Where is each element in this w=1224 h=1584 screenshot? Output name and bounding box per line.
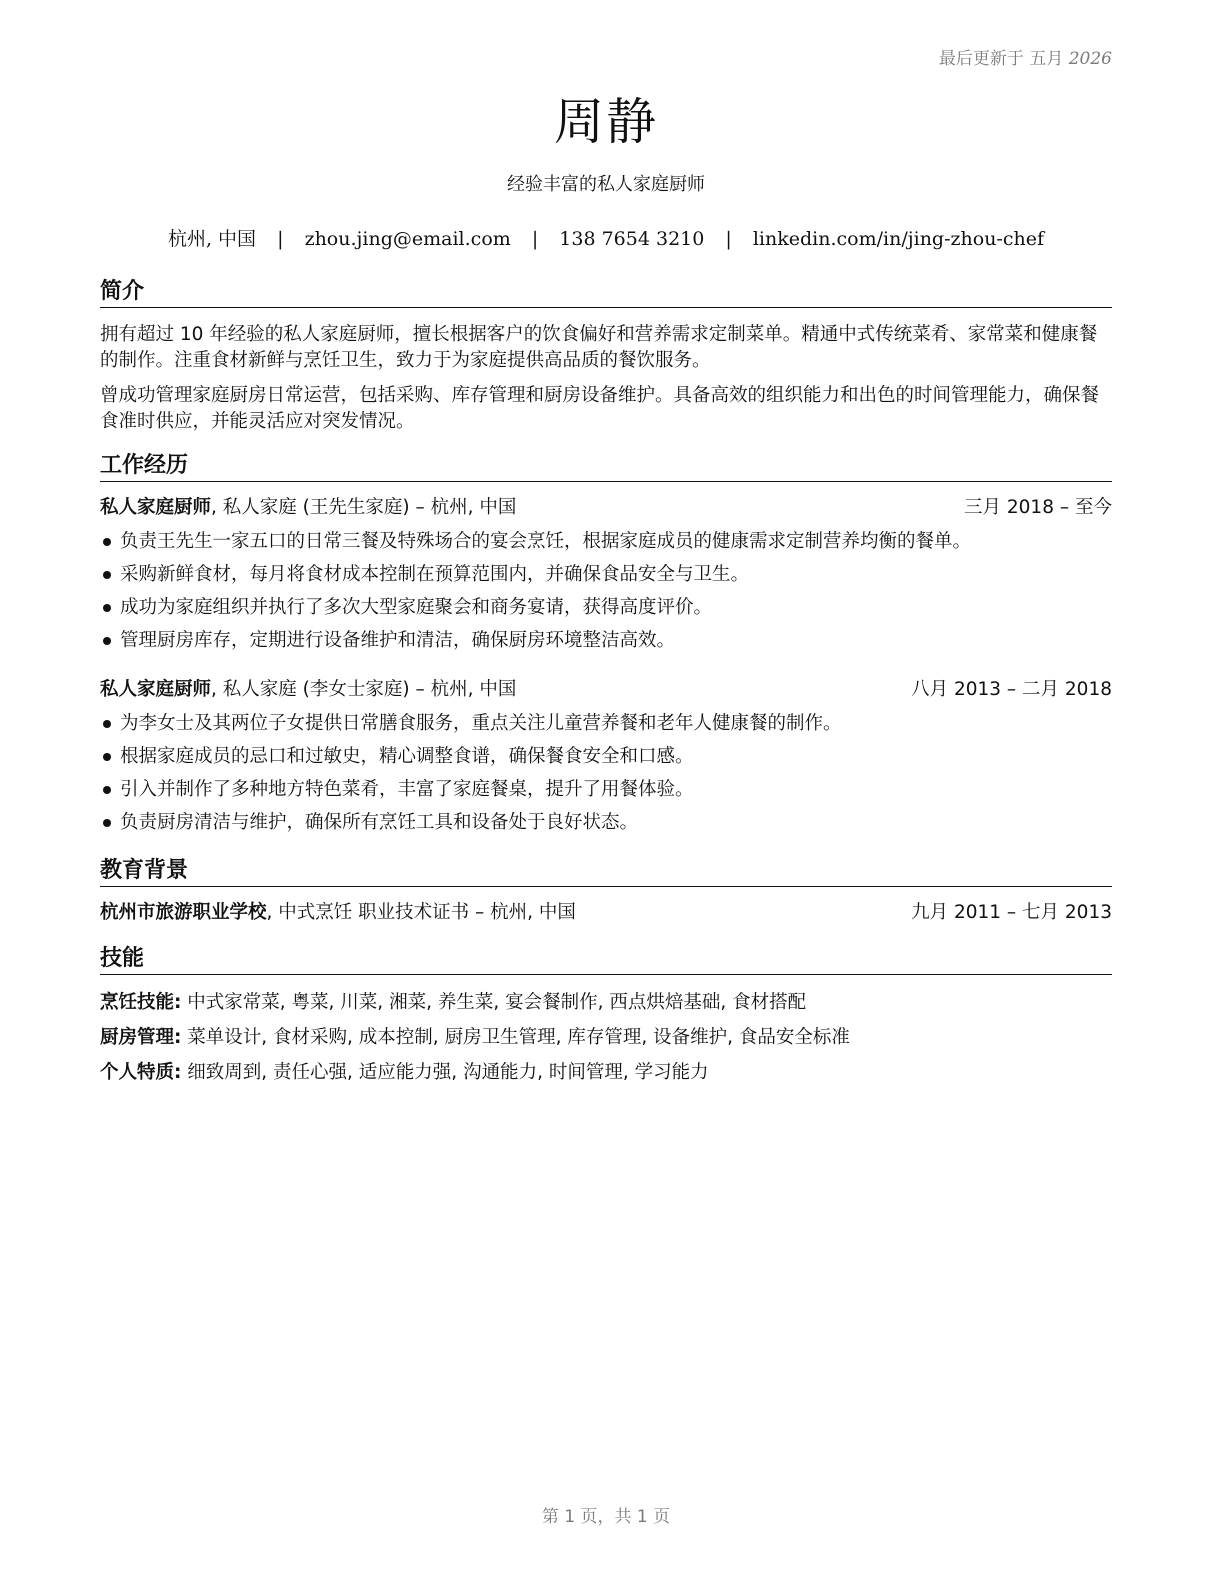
bullet-icon [103, 637, 111, 645]
bullet-icon [103, 604, 111, 612]
education-detail: , 中式烹饪 职业技术证书 – 杭州, 中国 [266, 902, 576, 923]
summary-section [100, 278, 1112, 435]
skill-value: 菜单设计, 食材采购, 成本控制, 厨房卫生管理, 库存管理, 设备维护, 食品安全标准 [181, 1027, 850, 1048]
list-item [100, 558, 1112, 591]
contact-email-link[interactable]: zhou.jing@email.com [304, 228, 511, 250]
bullet-text: 管理厨房库存，定期进行设备维护和清洁，确保厨房环境整洁高效。 [120, 630, 676, 651]
school-name: 杭州市旅游职业学校 [100, 902, 267, 923]
summary-paragraph: 曾成功管理家庭厨房日常运营，包括采购、库存管理和厨房设备维护。具备高效的组织能力和出色的时间管理能力，确保餐食准时供应，并能灵活应对突发情况。 [100, 385, 1100, 432]
skill-row [100, 1020, 1112, 1055]
list-item [100, 591, 1112, 624]
last-updated [939, 44, 1112, 69]
skill-label: 烹饪技能: [100, 992, 182, 1013]
section-title-education: 教育背景 [100, 857, 1112, 887]
skill-value: 细致周到, 责任心强, 适应能力强, 沟通能力, 时间管理, 学习能力 [181, 1062, 709, 1083]
job-role: 私人家庭厨师 [100, 497, 212, 518]
list-item [100, 624, 1112, 657]
job-dates: 三月 2018 – 至今 [964, 497, 1112, 518]
job-employer: , 私人家庭 (王先生家庭) – 杭州, 中国 [211, 497, 517, 518]
contact-separator: | [531, 228, 539, 250]
list-item [100, 707, 1112, 740]
bullet-text: 引入并制作了多种地方特色菜肴，丰富了家庭餐桌，提升了用餐体验。 [120, 779, 694, 800]
bullet-icon [103, 538, 111, 546]
bullet-text: 负责厨房清洁与维护，确保所有烹饪工具和设备处于良好状态。 [120, 812, 639, 833]
list-item [100, 740, 1112, 773]
skill-label: 个人特质: [100, 1062, 182, 1083]
contact-separator: | [277, 228, 284, 250]
summary-paragraph: 拥有超过 10 年经验的私人家庭厨师，擅长根据客户的饮食偏好和营养需求定制菜单。精通中式传统菜肴、家常菜和健康餐的制作。注重食材新鲜与烹饪卫生，致力于为家庭提供高品质的餐饮服务。 [100, 324, 1098, 371]
bullet-icon [103, 753, 111, 761]
job-role: 私人家庭厨师 [100, 679, 212, 700]
job-employer: , 私人家庭 (李女士家庭) – 杭州, 中国 [211, 679, 517, 700]
bullet-icon [103, 819, 111, 827]
skill-row [100, 985, 1112, 1020]
bullet-text: 成功为家庭组织并执行了多次大型家庭聚会和商务宴请，获得高度评价。 [120, 597, 713, 618]
job-bullets [100, 525, 1112, 657]
list-item [100, 525, 1112, 558]
section-title-summary: 简介 [100, 278, 1112, 308]
list-item [100, 773, 1112, 806]
job-header [100, 495, 1112, 521]
last-updated-label: 最后更新于 五月 [938, 49, 1064, 69]
job-dates: 八月 2013 – 二月 2018 [911, 679, 1112, 700]
last-updated-year: 2026 [1068, 49, 1112, 69]
bullet-text: 负责王先生一家五口的日常三餐及特殊场合的宴会烹饪，根据家庭成员的健康需求定制营养均衡的餐单。 [120, 531, 972, 552]
job-entry [100, 495, 1112, 657]
bullet-text: 采购新鲜食材，每月将食材成本控制在预算范围内，并确保食品安全与卫生。 [120, 564, 750, 585]
bullet-text: 根据家庭成员的忌口和过敏史，精心调整食谱，确保餐食安全和口感。 [120, 746, 694, 767]
person-name: 周静 [554, 93, 658, 151]
experience-section [100, 452, 1112, 839]
bullet-icon [103, 720, 111, 728]
list-item [100, 806, 1112, 839]
contact-location: 杭州, 中国 [167, 228, 257, 250]
skill-row [100, 1055, 1112, 1090]
contact-phone: 138 7654 3210 [559, 228, 705, 250]
person-headline: 经验丰富的私人家庭厨师 [507, 174, 705, 195]
skills-list [100, 985, 1112, 1090]
skill-label: 厨房管理: [100, 1027, 182, 1048]
bullet-icon [103, 786, 111, 794]
skill-value: 中式家常菜, 粤菜, 川菜, 湘菜, 养生菜, 宴会餐制作, 西点烘焙基础, 食材搭配 [181, 992, 807, 1013]
bullet-icon [103, 571, 111, 579]
education-section [100, 857, 1112, 926]
section-title-skills: 技能 [100, 945, 1112, 975]
job-entry [100, 677, 1112, 839]
job-header [100, 677, 1112, 703]
education-dates: 九月 2011 – 七月 2013 [911, 902, 1112, 923]
contact-linkedin-link[interactable]: linkedin.com/in/jing-zhou-chef [752, 228, 1045, 250]
bullet-text: 为李女士及其两位子女提供日常膳食服务，重点关注儿童营养餐和老年人健康餐的制作。 [120, 713, 842, 734]
education-entry [100, 900, 1112, 926]
page-number: 第 1 页，共 1 页 [541, 1507, 671, 1527]
contact-separator: | [725, 228, 732, 250]
contact-line [100, 224, 1112, 251]
section-title-experience: 工作经历 [100, 452, 1112, 482]
job-bullets [100, 707, 1112, 839]
resume-page [100, 0, 1112, 1584]
skills-section [100, 945, 1112, 1090]
